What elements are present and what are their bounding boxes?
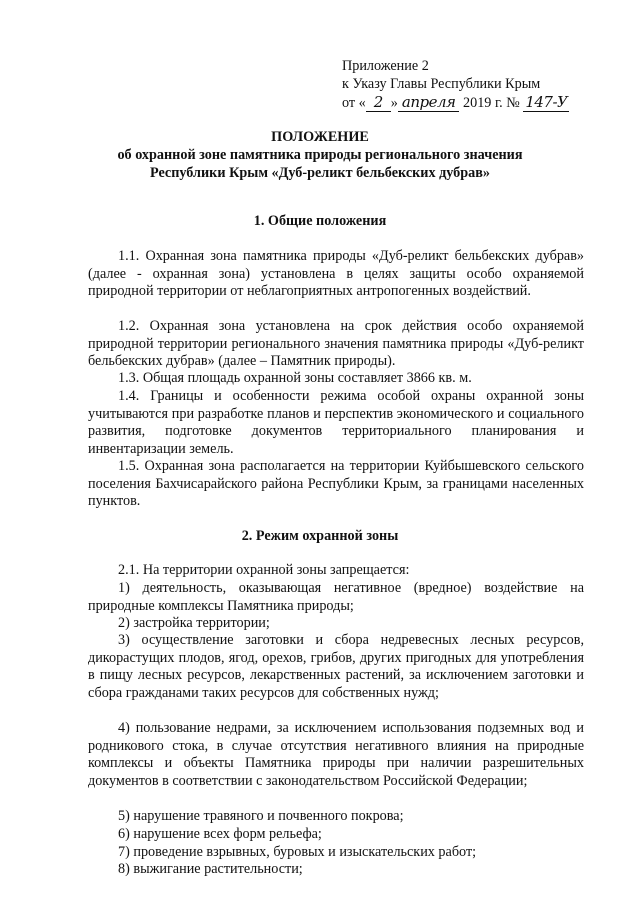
list-item-7: 7) проведение взрывных, буровых и изыскательских работ; (118, 844, 477, 860)
list-item-8: 8) выжигание растительности; (118, 861, 303, 877)
paragraph-2-1: 2.1. На территории охранной зоны запрещается: (118, 562, 410, 578)
document-title (0, 128, 640, 182)
title-line-3: Республики Крым «Дуб-реликт бельбекских дубрав» (149, 165, 491, 181)
appendix-decree-ref: к Указу Главы Республики Крым (342, 76, 541, 92)
title-line-2: об охранной зоне памятника природы регионального значения (117, 147, 523, 163)
title-line-1: ПОЛОЖЕНИЕ (271, 129, 369, 145)
appendix-number: Приложение 2 (342, 58, 429, 74)
list-item-4: 4) пользование недрами, за исключением использования подземных вод и родникового стока, в случае отсутствия негативного влияния на природные комплексы и объекты Памятника природы при наличии разрешительных документов в соответствии с законодательством Российской Федерации; (88, 720, 584, 789)
list-item-3: 3) осуществление заготовки и сбора недревесных лесных ресурсов, дикорастущих плодов, ягод, орехов, грибов, других пригодных для употребления в пищу лесных ресурсов, лекарственных растений, за исключением заготовки и сбора гражданами таких ресурсов для собственных нужд; (88, 632, 584, 701)
list-item-6: 6) нарушение всех форм рельефа; (118, 826, 322, 842)
list-item-2: 2) застройка территории; (118, 615, 270, 631)
list-item-5: 5) нарушение травяного и почвенного покрова; (118, 808, 404, 824)
section-2-heading: 2. Режим охранной зоны (241, 528, 399, 544)
paragraph-1-5: 1.5. Охранная зона располагается на территории Куйбышевского сельского поселения Бахчисарайского района Республики Крым, за границами населенных пунктов. (88, 458, 584, 510)
list-item-1: 1) деятельность, оказывающая негативное (вредное) воздействие на природные комплексы Памятника природы; (88, 580, 584, 614)
paragraph-1-2: 1.2. Охранная зона установлена на срок действия особо охраняемой природной территории регионального значения памятника природы «Дуб-реликт бельбекских дубрав» (далее – Памятник природы). (88, 318, 584, 370)
paragraph-1-3: 1.3. Общая площадь охранной зоны составляет 3866 кв. м. (118, 370, 472, 386)
appendix-block (342, 57, 569, 112)
handwritten-month: апреля (398, 93, 460, 112)
section-1-heading: 1. Общие положения (253, 213, 387, 229)
handwritten-decree-number: 147-У (525, 93, 568, 111)
handwritten-day: 2 (366, 93, 391, 112)
appendix-date-line: от « 2 » апреля 2019 г. № 147-У (342, 93, 568, 111)
paragraph-1-4: 1.4. Границы и особенности режима особой охраны охранной зоны учитываются при разработке планов и перспектив экономического и социального развития, подготовке документов территориального планирования и инвентаризации земель. (88, 388, 584, 457)
paragraph-1-1: 1.1. Охранная зона памятника природы «Дуб-реликт бельбекских дубрав» (далее - охранная зона) установлена в целях защиты особо охраняемой природной территории от неблагоприятных антропогенных воздействий. (88, 248, 584, 300)
